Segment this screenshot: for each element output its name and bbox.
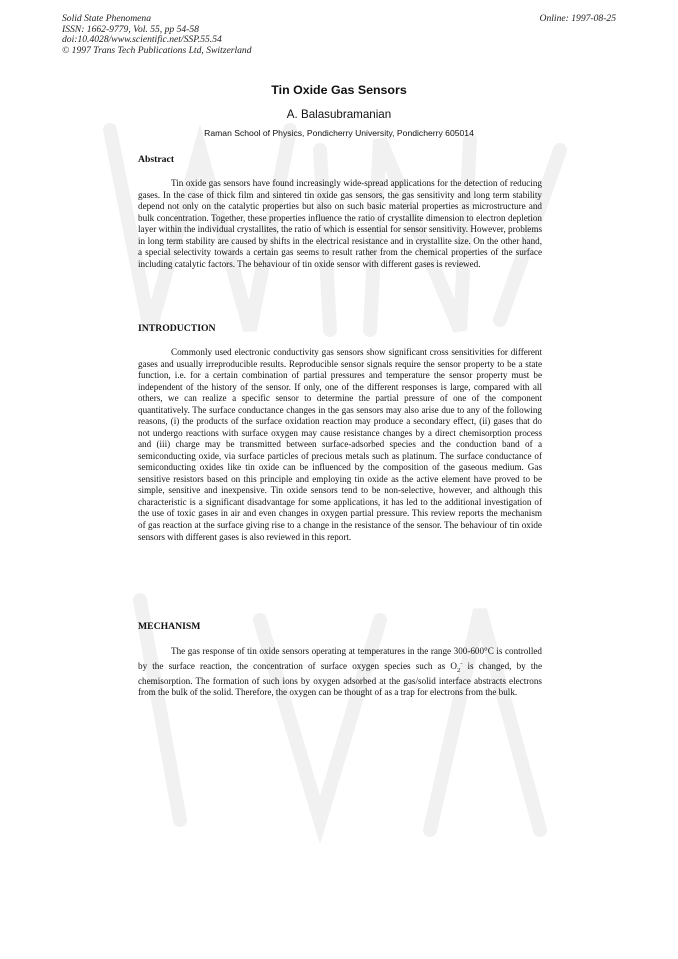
doi-link[interactable]: doi:10.4028/www.scientific.net/SSP.55.54 xyxy=(62,34,222,46)
mechanism-paragraph xyxy=(138,646,542,699)
oxygen-charge-superscript: - xyxy=(460,659,463,667)
copyright-notice: © 1997 Trans Tech Publications Ltd, Switzerland xyxy=(62,45,252,57)
mechanism-heading: MECHANISM xyxy=(138,621,201,632)
author-affiliation: Raman School of Physics, Pondicherry University, Pondicherry 605014 xyxy=(204,128,474,138)
abstract-paragraph: Tin oxide gas sensors have found increasingly wide-spread applications for the detection of reducing gases. In the case of thick film and sintered tin oxide gas sensors, the gas sensitivity and long term stability depend not only on the catalytic properties but also on such basic material properties as microstructure and bulk concentration. Together, these properties influence the ratio of crystallite dimension to electron depletion layer within the individual crystallites, the ratio of which is essential for sensor sensitivity. However, problems in long term stability are caused by shifts in the electrical resistance and in crystallite size. On the other hand, a special selectivity towards a certain gas seems to result rather from the chemical properties of the surface including catalytic factors. The behaviour of tin oxide sensor with different gases is reviewed. xyxy=(138,178,542,269)
journal-name: Solid State Phenomena xyxy=(62,13,151,24)
online-date: Online: 1997-08-25 xyxy=(539,13,616,24)
paper-title: Tin Oxide Gas Sensors xyxy=(271,83,407,97)
mechanism-text-start: The gas response of tin oxide sensors operating at temperatures in the range 300-600°C is controlled by the surface reaction, the concentration of surface oxygen species such as O xyxy=(138,646,542,671)
author-name: A. Balasubramanian xyxy=(286,108,392,121)
mechanism-text-end: is changed, by the chemisorption. The formation of such ions by oxygen adsorbed at the gas/solid interface abstracts electrons from the bulk of the solid. Therefore, the oxygen can be thought of as a trap for electrons from the bulk. xyxy=(138,660,542,698)
abstract-heading: Abstract xyxy=(138,154,175,165)
issn-volume-pages: ISSN: 1662-9779, Vol. 55, pp 54-58 xyxy=(62,23,199,35)
introduction-heading: INTRODUCTION xyxy=(138,323,216,334)
introduction-paragraph: Commonly used electronic conductivity gas sensors show significant cross sensitivities for different gases and usually irreproducible results. Reproducible sensor signals require the sensor property to be a state function, i.e. for a certain combination of partial pressures and temperature the sensor property must be independent of the history of the sensor. If only, one of the different responses is large, compared with all others, we can realize a specific sensor to determine the partial pressure of one of the component quantitatively. The surface conductance changes in the gas sensors may also arise due to any of the following reasons, (i) the products of the surface oxidation reaction may produce a secondary effect, (ii) gases that do not undergo reactions with surface oxygen may cause resistance changes by a direct chemisorption process and (iii) charge may be transmitted between surface-adsorbed species and the conduction band of a semiconducting oxide, via surface particles of precious metals such as platinum. The surface conductance of semiconducting oxides like tin oxide can be influenced by the composition of the gaseous medium. Gas sensitive resistors based on this principle and employing tin oxide as the active element have proved to be simple, sensitive and inexpensive. Tin oxide sensors tend to be non-selective, however, and although this characteristic is a significant disadvantage for some applications, it has led to the additional investigation of the use of toxic gases in air and even changes in oxygen partial pressure. This review reports the mechanism of gas reaction at the surface giving rise to a change in the resistance of the sensor. The behaviour of tin oxide sensors with different gases is also reviewed in this report. xyxy=(138,347,542,542)
publication-info xyxy=(62,14,252,57)
oxygen-subscript: 2 xyxy=(456,666,461,674)
